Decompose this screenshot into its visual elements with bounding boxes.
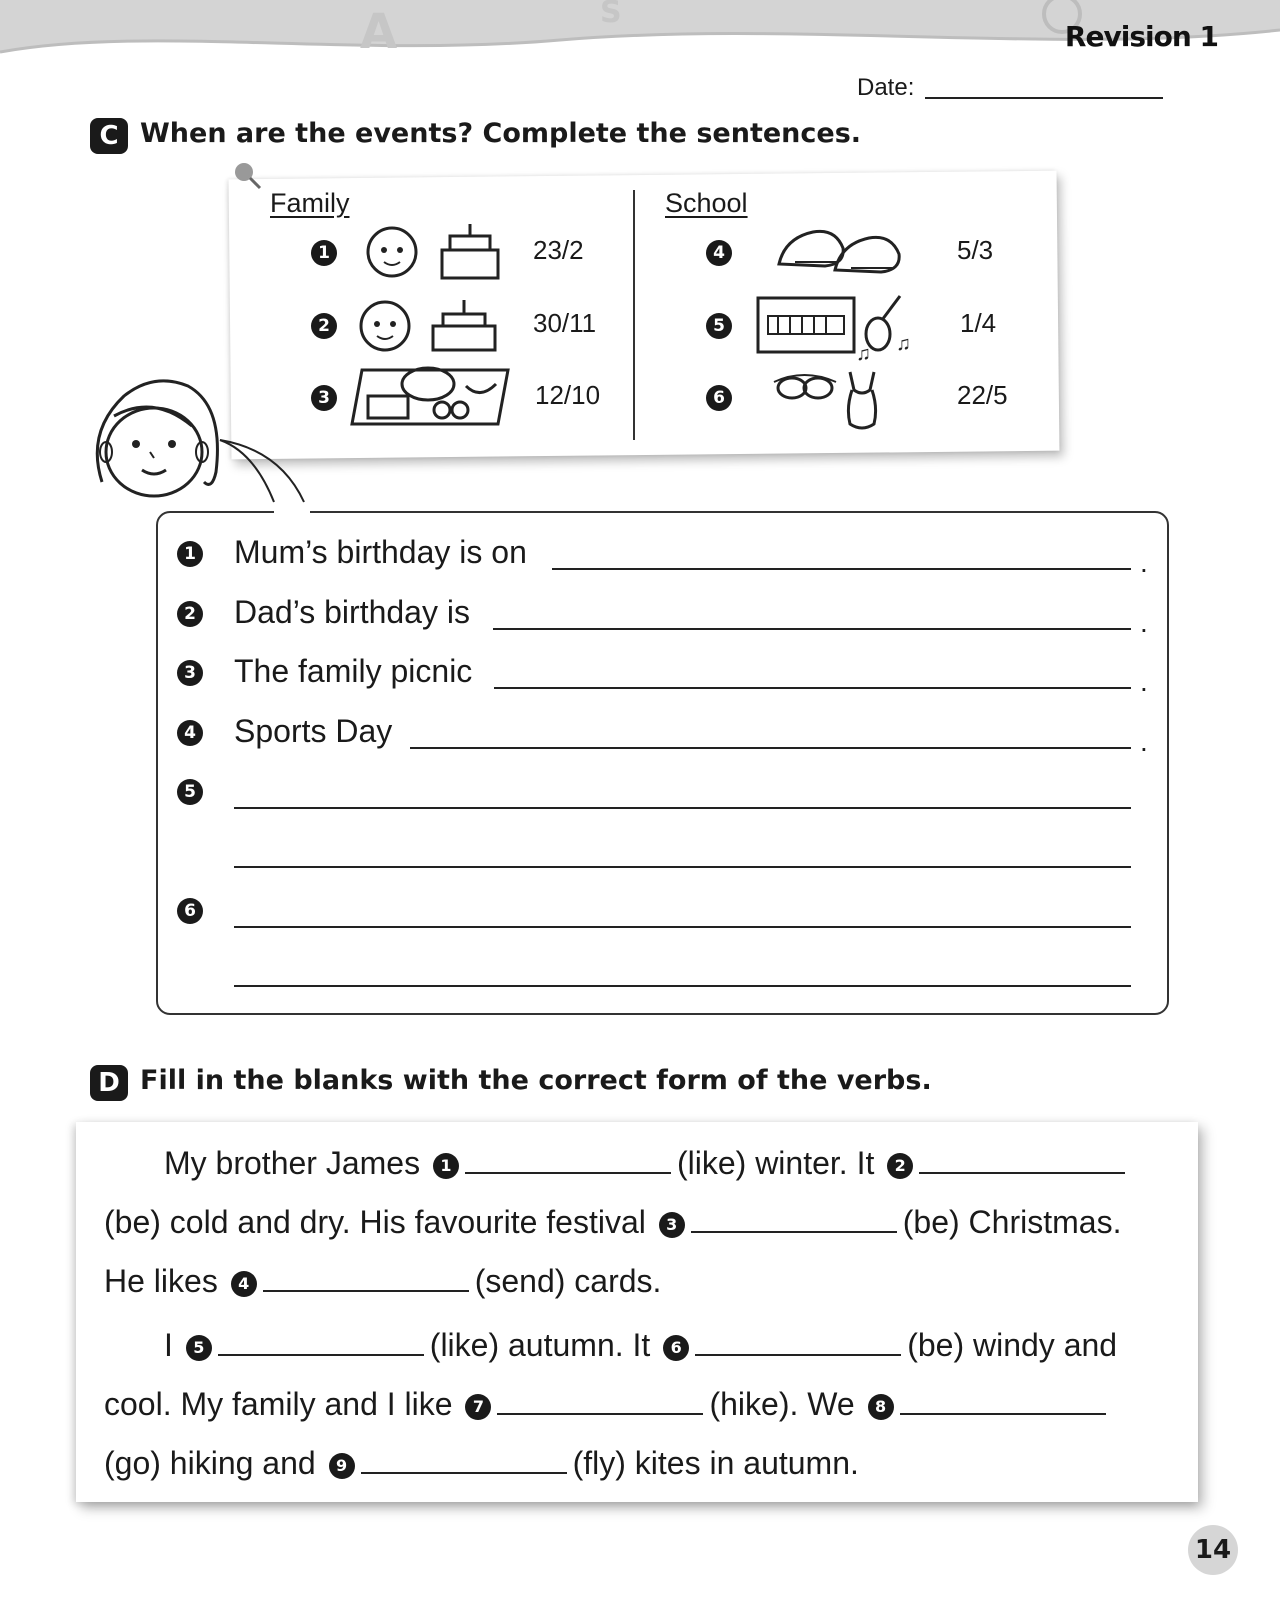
sentence-number: 2 [177,601,203,627]
text: (be) Christmas. [902,1204,1122,1240]
blank-5[interactable] [218,1328,424,1356]
answer-line[interactable] [552,568,1131,570]
goggles-swimsuit-icon [772,368,892,434]
school-date-4: 5/3 [957,235,994,265]
blank-number: 5 [186,1335,212,1361]
page-number: 14 [1188,1525,1238,1575]
sentence-period: . [1140,726,1148,757]
sentences-box [156,511,1169,1015]
family-item-number: 3 [311,385,337,411]
sentence-text: Mum’s birthday is on [234,534,527,570]
blank-7[interactable] [497,1387,703,1415]
family-item-number: 2 [311,313,337,339]
sentence-text: Sports Day [234,713,393,749]
paragraph-line [104,1386,1112,1423]
blank-8[interactable] [900,1387,1106,1415]
text: (like) winter. It [676,1145,875,1181]
text: (go) hiking and [104,1445,316,1481]
blank-6[interactable] [695,1328,901,1356]
school-date-5: 1/4 [960,308,997,338]
paragraph-line [164,1327,1117,1364]
text: (hike). We [709,1386,855,1422]
blank-3[interactable] [691,1205,897,1233]
text: cool. My family and I like [104,1386,453,1422]
dad-birthday-cake-icon [355,296,500,356]
answer-line[interactable] [493,628,1131,630]
svg-text:♫: ♫ [856,343,871,362]
blank-number: 9 [329,1453,355,1479]
family-heading: Family [270,188,350,218]
sentence-number: 6 [177,898,203,924]
sentence-number: 3 [177,660,203,686]
sentence-number: 5 [177,779,203,805]
blank-9[interactable] [361,1446,567,1474]
paragraph-line [104,1204,1121,1241]
sentence-period: . [1140,666,1148,697]
school-item-number: 5 [706,313,732,339]
sentence-period: . [1140,547,1148,578]
revision-label: Revision 1 [1064,20,1218,53]
date-field[interactable] [925,97,1163,99]
family-date-1: 23/2 [533,235,584,265]
blank-1[interactable] [465,1146,671,1174]
card-divider [633,190,635,440]
text: (fly) kites in autumn. [572,1445,859,1481]
blank-number: 6 [663,1335,689,1361]
family-date-2: 30/11 [533,308,597,338]
text: (be) windy and [907,1327,1118,1363]
section-d-title: Fill in the blanks with the correct form of the verbs. [140,1065,932,1096]
pushpin-icon [232,160,262,190]
blank-number: 3 [659,1212,685,1238]
mum-birthday-cake-icon [360,222,500,282]
section-c-badge: C [90,118,128,154]
school-date-6: 22/5 [957,380,1008,410]
speech-tail [270,490,340,514]
school-heading: School [665,188,748,218]
answer-line[interactable] [234,866,1131,868]
school-item-number: 4 [706,240,732,266]
sentence-period: . [1140,607,1148,638]
sentence-text: The family picnic [234,653,473,689]
date-label: Date: [857,74,915,101]
blank-4[interactable] [263,1264,469,1292]
text: (send) cards. [474,1263,662,1299]
text: He likes [104,1263,218,1299]
sports-shoes-icon [775,218,905,278]
sentence-text: Dad’s birthday is [234,594,470,630]
blank-number: 4 [231,1271,257,1297]
answer-line[interactable] [234,985,1131,987]
paragraph-line [164,1145,1131,1182]
svg-text:A: A [360,4,398,60]
text: My brother James [164,1145,421,1181]
piano-violin-icon [756,292,922,362]
picnic-basket-icon [348,362,514,432]
blank-number: 1 [433,1153,459,1179]
answer-line[interactable] [494,687,1131,689]
blank-number: 7 [465,1394,491,1420]
family-date-3: 12/10 [535,380,601,410]
paragraph-line [104,1263,661,1300]
text: (be) cold and dry. His favourite festival [104,1204,646,1240]
svg-text:♫: ♫ [896,333,911,355]
text: I [164,1327,173,1363]
svg-text:S: S [600,0,622,30]
answer-line[interactable] [234,926,1131,928]
school-item-number: 6 [706,385,732,411]
sentence-number: 4 [177,720,203,746]
section-d-badge: D [90,1065,128,1101]
answer-line[interactable] [234,807,1131,809]
blank-2[interactable] [919,1146,1125,1174]
paragraph-line [104,1445,859,1482]
blank-number: 8 [868,1394,894,1420]
answer-line[interactable] [410,747,1131,749]
section-c-title: When are the events? Complete the sentences. [140,118,862,149]
family-item-number: 1 [311,240,337,266]
sentence-number: 1 [177,541,203,567]
text: (like) autumn. It [429,1327,651,1363]
blank-number: 2 [887,1153,913,1179]
